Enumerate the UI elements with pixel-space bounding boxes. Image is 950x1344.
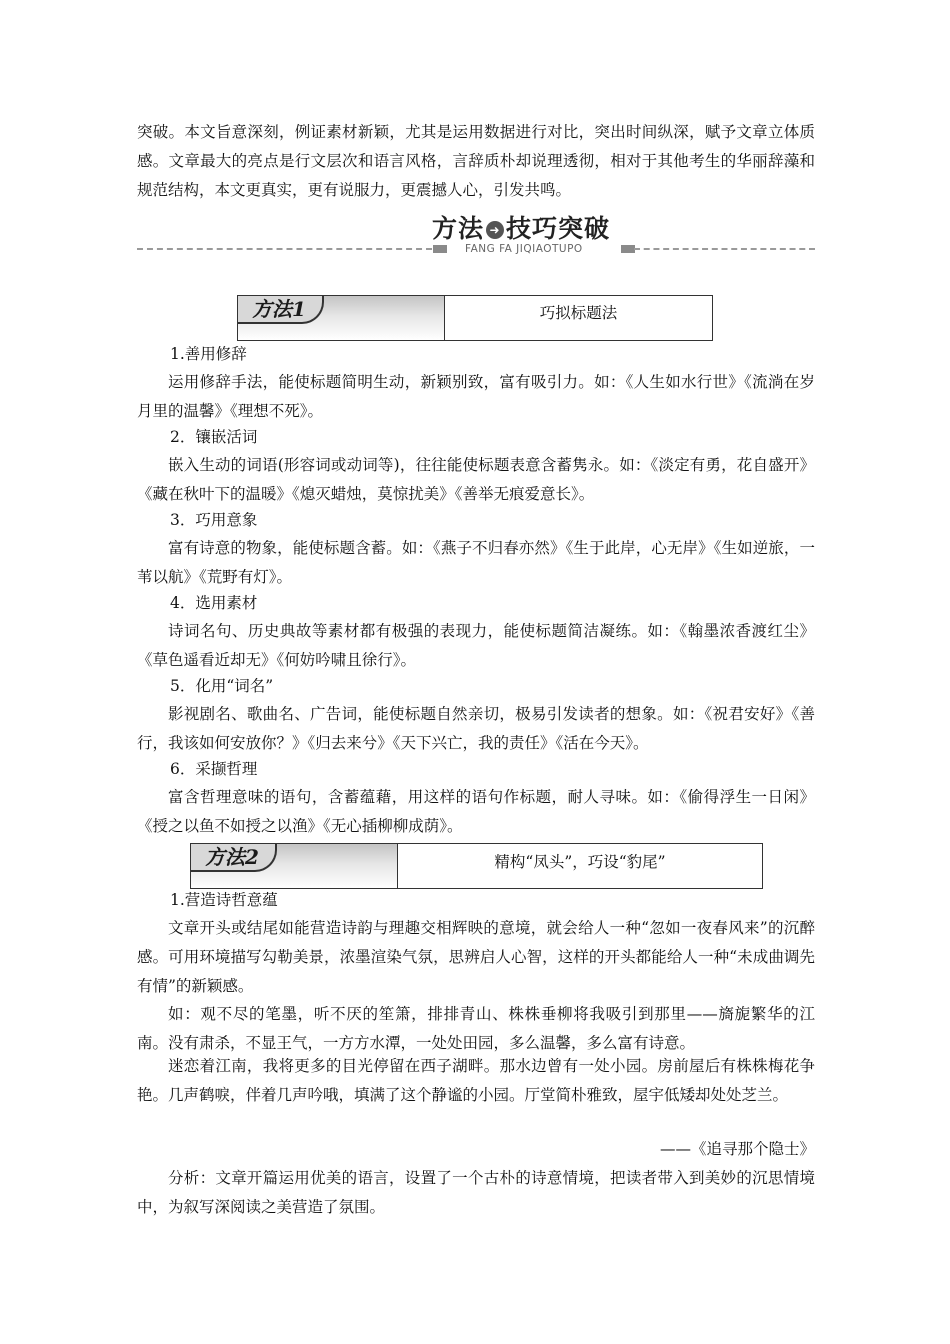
banner-title	[432, 209, 610, 245]
method1-label: 方法1	[238, 296, 324, 324]
method1-item6-heading: 6．采撷哲理	[170, 760, 258, 778]
method1-item2-heading: 2．镶嵌活词	[170, 428, 258, 446]
banner-divider-right	[634, 248, 815, 250]
banner-title-left: 方法	[432, 214, 485, 243]
method2-example2: 迷恋着江南，我将更多的目光停留在西子湖畔。那水边曾有一处小园。房前屋后有株株梅花争艳。几声鹤唳，伴着几声吟哦，填满了这个静谧的小园。厅堂简朴雅致，屋宇低矮却处处芝兰。	[137, 1057, 815, 1104]
banner-block-right	[621, 245, 635, 253]
method1-item2-text: 嵌入生动的词语(形容词或动词等)，往往能使标题表意含蓄隽永。如：《淡定有勇，花自盛开》《藏在秋叶下的温暖》《熄灭蜡烛，莫惊扰美》《善举无痕爱意长》。	[137, 456, 815, 503]
method2-heading: 1.营造诗哲意蕴	[170, 891, 278, 909]
banner-divider-left	[137, 248, 432, 250]
method2-source: ——《追寻那个隐士》	[659, 1140, 815, 1158]
method2-example1: 如：观不尽的笔墨，听不厌的笙箫，排排青山、株株垂柳将我吸引到那里——旖旎繁华的江南。没有肃杀，不显王气，一方方水潭，一处处田园，多么温馨，多么富有诗意。	[137, 1005, 815, 1052]
banner-subtitle: FANG FA JIQIAOTUPO	[465, 243, 583, 255]
method2-paragraph: 文章开头或结尾如能营造诗韵与理趣交相辉映的意境，就会给人一种“忽如一夜春风来”的沉醉感。可用环境描写勾勒美景，浓墨渲染气氛，思辨启人心智，这样的开头都能给人一种“未成曲调先有情”的新颖感。	[137, 919, 815, 995]
method2-box	[190, 843, 763, 889]
method2-label: 方法2	[191, 844, 277, 872]
arrow-right-icon: ➜	[486, 221, 504, 239]
section-banner	[137, 205, 815, 267]
method1-box	[237, 295, 713, 341]
method1-item6-text: 富含哲理意味的语句，含蓄蕴藉，用这样的语句作标题，耐人寻味。如：《偷得浮生一日闲》《授之以鱼不如授之以渔》《无心插柳柳成荫》。	[137, 788, 815, 835]
banner-title-right: 技巧突破	[506, 214, 611, 243]
method1-item5-heading: 5．化用“词名”	[170, 677, 274, 695]
banner-block-left	[433, 245, 447, 253]
method1-item3-text: 富有诗意的物象，能使标题含蓄。如：《燕子不归春亦然》《生于此岸，心无岸》《生如逆旅，一苇以航》《荒野有灯》。	[137, 539, 815, 586]
method1-tab	[238, 296, 445, 340]
method2-analysis: 分析：文章开篇运用优美的语言，设置了一个古朴的诗意情境，把读者带入到美妙的沉思情境中，为叙写深阅读之美营造了氛围。	[137, 1169, 815, 1216]
method1-item4-heading: 4．选用素材	[170, 594, 258, 612]
intro-paragraph: 突破。本文旨意深刻，例证素材新颖，尤其是运用数据进行对比，突出时间纵深，赋予文章立体质感。文章最大的亮点是行文层次和语言风格，言辞质朴却说理透彻，相对于其他考生的华丽辞藻和规范结构，本文更真实，更有说服力，更震撼人心，引发共鸣。	[137, 123, 815, 199]
method2-tab	[191, 844, 398, 888]
method1-item5-text: 影视剧名、歌曲名、广告词，能使标题自然亲切，极易引发读者的想象。如：《祝君安好》《善行，我该如何安放你？》《归去来兮》《天下兴亡，我的责任》《活在今天》。	[137, 705, 815, 752]
method1-item4-text: 诗词名句、历史典故等素材都有极强的表现力，能使标题简洁凝练。如：《翰墨浓香渡红尘》《草色遥看近却无》《何妨吟啸且徐行》。	[137, 622, 815, 669]
method1-item3-heading: 3．巧用意象	[170, 511, 258, 529]
method1-item1-text: 运用修辞手法，能使标题简明生动，新颖别致，富有吸引力。如：《人生如水行世》《流淌在岁月里的温馨》《理想不死》。	[137, 373, 815, 420]
method1-title: 巧拟标题法	[539, 304, 618, 322]
method2-title: 精构“凤头”，巧设“豹尾”	[494, 853, 666, 871]
method1-item1-heading: 1.善用修辞	[170, 345, 247, 363]
